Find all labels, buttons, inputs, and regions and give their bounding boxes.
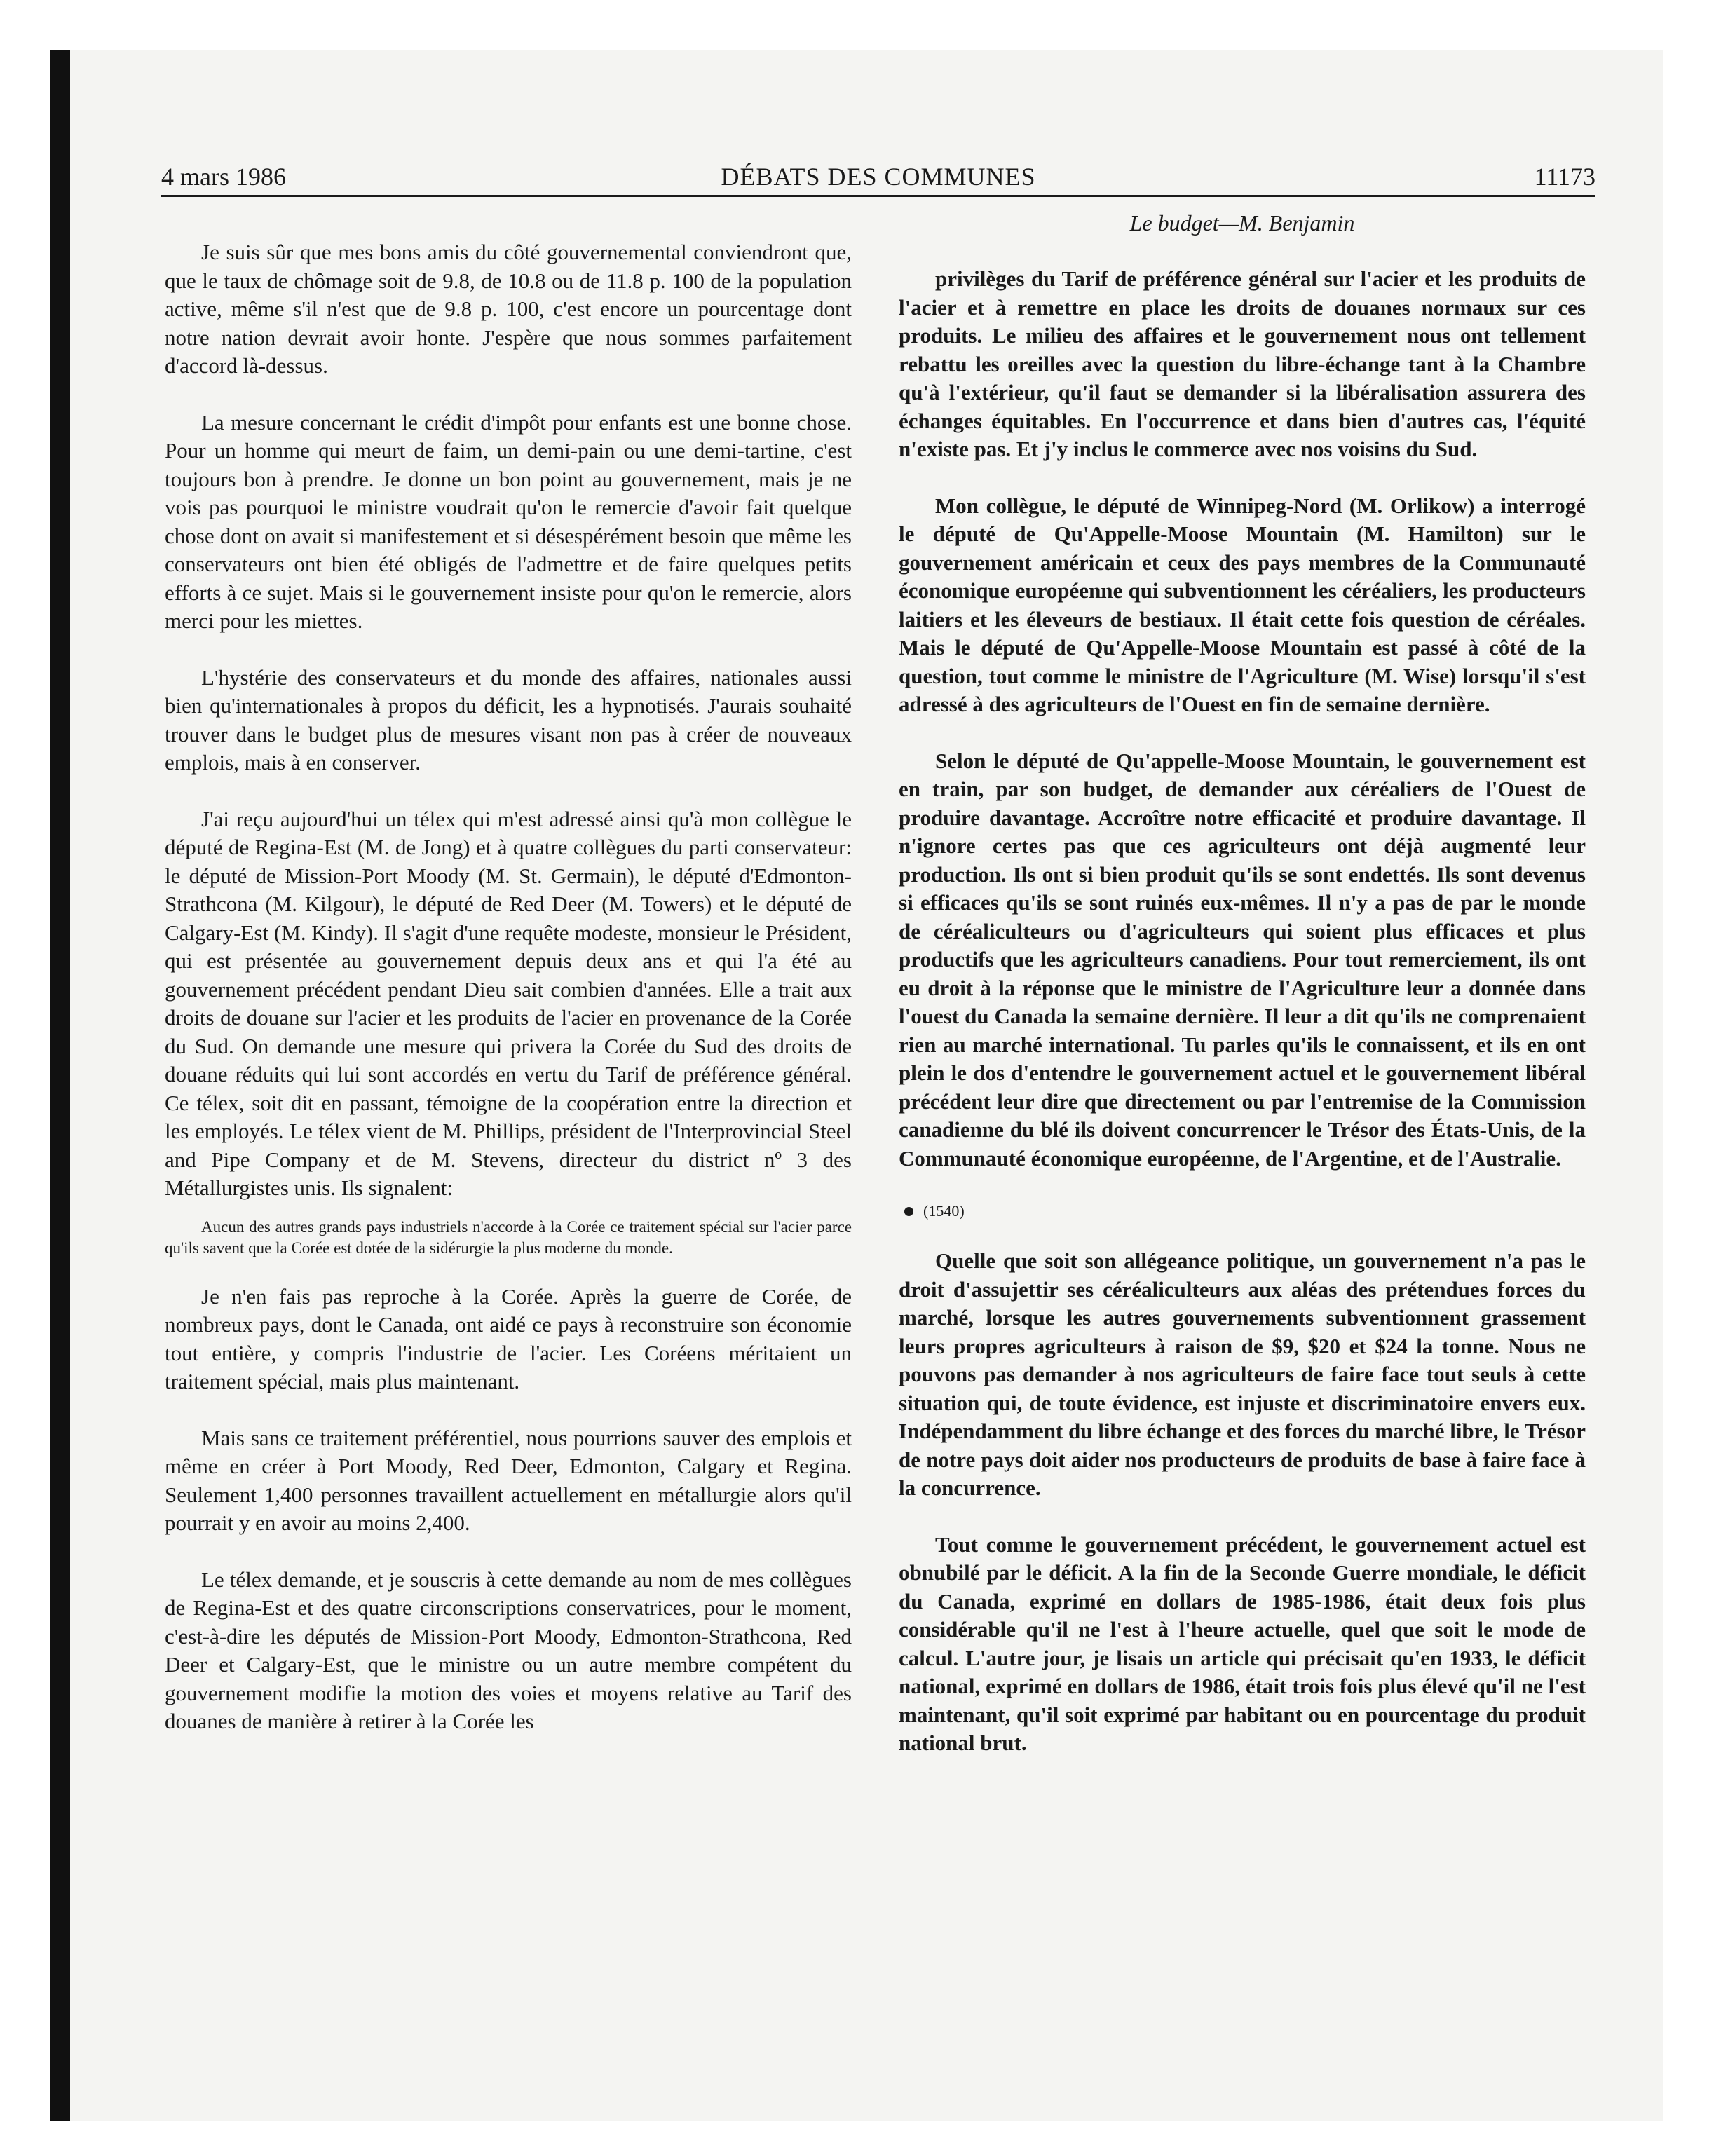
paragraph: Je n'en fais pas reproche à la Corée. Après la guerre de Corée, de nombreux pays, dont le Canada, ont aidé ce pays à reconstruire son économie tout entière, y compris l'industrie de l'acier. Les Coréens méritaient un traitement spécial, mais plus maintenant. xyxy=(165,1283,852,1393)
running-head: Le budget—M. Benjamin xyxy=(1129,210,1355,236)
time-marker-text: (1540) xyxy=(923,1202,965,1220)
left-column xyxy=(165,238,852,1764)
paragraph: Je suis sûr que mes bons amis du côté gouvernemental conviendront que, que le taux de chômage soit de 9.8, de 10.8 ou de 11.8 p. 100 de la population active, même s'il n'est que de 9.8 p. 100, c'est encore un pourcentage dont notre nation devrait avoir honte. J'espère que nous sommes parfaitement d'accord là-dessus. xyxy=(165,240,852,378)
scan-edge-shadow xyxy=(50,50,70,2121)
paragraph: privilèges du Tarif de préférence général sur l'acier et les produits de l'acier et à remettre en place les droits de douanes normaux sur ces produits. Le milieu des affaires et le gouvernement nous ont tellement rebattu les oreilles avec la question du libre-échange tant à la Chambre qu'à l'extérieur, qu'il faut se demander si la libéralisation assurera des échanges équitables. En l'occurrence et dans bien d'autres cas, l'équité n'existe pas. Et j'y inclus le commerce avec nos voisins du Sud. xyxy=(899,266,1586,461)
header-rule xyxy=(161,195,1595,197)
paragraph: La mesure concernant le crédit d'impôt pour enfants est une bonne chose. Pour un homme qui meurt de faim, un demi-pain ou une demi-tartine, c'est toujours bon à prendre. Je donne un bon point au gouvernement, mais je ne vois pas pourquoi le ministre voudrait qu'on le remercie d'avoir fait quelque chose dont on avait si manifestement et si désespérément besoin que même les conservateurs ont bien été obligés de l'admettre et de faire quelques petits efforts à ce sujet. Mais si le gouvernement insiste pour qu'on le remercie, alors merci pour les miettes. xyxy=(165,409,852,633)
header-date: 4 mars 1986 xyxy=(161,163,286,191)
paragraph: Le télex demande, et je souscris à cette demande au nom de mes collègues de Regina-Est et des quatre circonscriptions conservatrices, pour le moment, c'est-à-dire les députés de Mission-Port Moody, Edmonton-Strathcona, Red Deer et Calgary-Est, que le ministre ou un autre membre compétent du gouvernement modifie la motion des voies et moyens relative au Tarif des douanes de manière à retirer à la Corée les xyxy=(165,1567,852,1733)
page-number: 11173 xyxy=(1534,163,1595,191)
bullet-icon xyxy=(904,1207,913,1216)
paragraph: Mon collègue, le député de Winnipeg-Nord (M. Orlikow) a interrogé le député de Qu'Appelle-Moose Mountain (M. Hamilton) sur le gouvernement américain et ceux des pays membres de la Communauté économique européenne qui subventionnent les céréaliers, les producteurs laitiers et les éleveurs de bestiaux. Il était cette fois question de céréales. Mais le député de Qu'Appelle-Moose Mountain est passé à côté de la question, tout comme le ministre de l'Agriculture (M. Wise) lorsqu'il s'est adressé à des agriculteurs de l'Ouest en fin de semaine dernière. xyxy=(899,493,1586,716)
paragraph: Tout comme le gouvernement précédent, le gouvernement actuel est obnubilé par le déficit. A la fin de la Seconde Guerre mondiale, le déficit du Canada, exprimé en dollars de 1985-1986, était deux fois plus considérable qu'il ne l'est à l'heure actuelle, quel que soit le mode de calcul. L'autre jour, je lisais un article qui précisait qu'en 1933, le déficit national, exprimé en dollars de 1986, était trois fois plus élevé qu'il ne l'est maintenant, qu'il soit exprimé par habitant ou en pourcentage du produit national brut. xyxy=(899,1531,1586,1755)
page-header xyxy=(161,158,1595,195)
header-title: DÉBATS DES COMMUNES xyxy=(721,163,1036,191)
paragraph: Mais sans ce traitement préférentiel, nous pourrions sauver des emplois et même en créer à Port Moody, Red Deer, Edmonton, Calgary et Regina. Seulement 1,400 personnes travaillent actuellement en métallurgie alors qu'il pourrait y en avoir au moins 2,400. xyxy=(165,1425,852,1535)
paragraph: Selon le député de Qu'appelle-Moose Mountain, le gouvernement est en train, par son budget, de demander aux céréaliers de l'Ouest de produire davantage. Accroître notre efficacité et produire davantage. Il n'ignore certes pas que ces agriculteurs ont déjà augmenté leur production. Ils ont si bien produit qu'ils se sont endettés. Ils sont devenus si efficaces qu'ils se sont ruinés eux-mêmes. Il n'y a pas de par le monde de céréaliculteurs ou d'agriculteurs qui soient plus efficaces et plus productifs que les agriculteurs canadiens. Pour tout remerciement, ils ont eu droit à la réponse que le ministre de l'Agriculture leur a donnée dans l'ouest du Canada la semaine dernière. Il leur a dit qu'ils ne comprenaient rien au marché international. Tu parles qu'ils le connaissent, et ils en ont plein le dos d'entendre le gouvernement actuel et le gouvernement libéral précédent leur dire que directement ou par l'entremise de la Commission canadienne du blé ils doivent concurrencer le Trésor des États-Unis, de la Communauté économique européenne, de l'Argentine, et de l'Australie. xyxy=(899,748,1586,1171)
right-column xyxy=(899,209,1586,1786)
block-quote: Aucun des autres grands pays industriels n'accorde à la Corée ce traitement spécial sur l'acier parce qu'ils savent que la Corée est dotée de la sidérurgie la plus moderne du monde. xyxy=(165,1217,852,1257)
paragraph: L'hystérie des conservateurs et du monde des affaires, nationales aussi bien qu'internationales à propos du déficit, les a hypnotisés. J'aurais souhaité trouver dans le budget plus de mesures visant non pas à créer de nouveaux emplois, mais à en conserver. xyxy=(165,664,852,775)
paragraph: J'ai reçu aujourd'hui un télex qui m'est adressé ainsi qu'à mon collègue le député de Regina-Est (M. de Jong) et à quatre collègues du parti conservateur: le député de Mission-Port Moody (M. St. Germain), le député d'Edmonton-Strathcona (M. Kilgour), le député de Red Deer (M. Towers) et le député de Calgary-Est (M. Kindy). Il s'agit d'une requête modeste, monsieur le Président, qui est présentée au gouvernement depuis deux ans et qui l'a été au gouvernement précédent pendant Dieu sait combien d'années. Elle a trait aux droits de douane sur l'acier et les produits de l'acier en provenance de la Corée du Sud. On demande une mesure qui privera la Corée du Sud des droits de douane réduits qui lui sont accordés en vertu du Tarif de préférence général. Ce télex, soit dit en passant, témoigne de la coopération entre la direction et les employés. Le télex vient de M. Phillips, président de l'Interprovincial Steel and Pipe Company et de M. Stevens, directeur du district nº 3 des Métallurgistes unis. Ils signalent: xyxy=(165,806,852,1200)
time-marker xyxy=(899,1201,1586,1222)
paragraph: Quelle que soit son allégeance politique, un gouvernement n'a pas le droit d'assujettir ses céréaliculteurs aux aléas des prétendues forces du marché, lorsque les autres gouvernements subventionnent grassement leurs propres agriculteurs à raison de $9, $20 et $24 la tonne. Nous ne pouvons pas demander à nos agriculteurs de faire face tout seuls à cette situation qui, de toute évidence, est injuste et discriminatoire envers eux. Indépendamment du libre échange et des forces du marché libre, le Trésor de notre pays doit aider nos producteurs de produits de base à faire face à la concurrence. xyxy=(899,1248,1586,1500)
